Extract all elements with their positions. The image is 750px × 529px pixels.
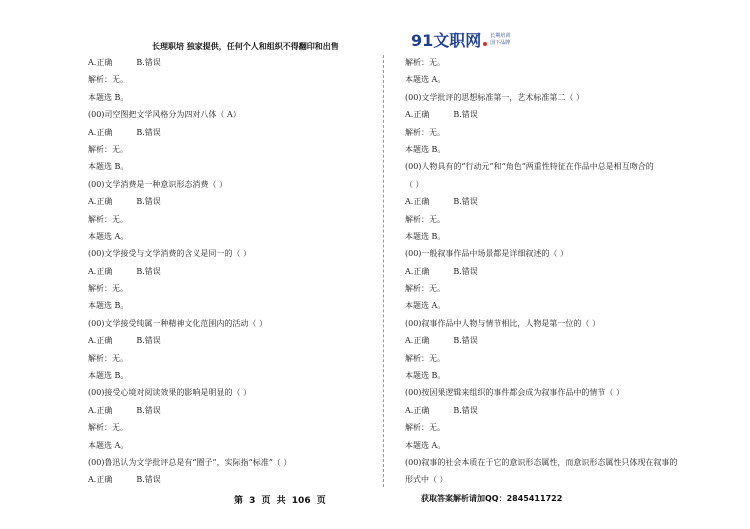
text-line: （ ） (405, 179, 424, 189)
answer-options (405, 106, 705, 123)
text-line: 本题选 A。 (405, 440, 446, 450)
text-line: 本题选 B。 (405, 144, 446, 154)
text-line: 解析：无。 (405, 284, 445, 294)
answer-options (88, 193, 378, 210)
option-a: A.正确 (88, 266, 113, 276)
text-line: (00)文学批评的思想标准第一，艺术标准第二（ ） (405, 92, 584, 102)
text-line: (00)按因果逻辑来组织的事件都会成为叙事作品中的情节（ ） (405, 388, 624, 398)
page-number: 第 3 页 共 106 页 (234, 496, 326, 506)
text-line: 解析：无。 (405, 214, 445, 224)
text-line: 解析：无。 (88, 353, 128, 363)
text-line: 形式中（ ） (405, 475, 448, 485)
header-notice: 长理职培 独家提供，任何个人和组织不得翻印和出售 (152, 42, 339, 51)
text-line: 本题选 B。 (88, 371, 129, 381)
option-a: A.正确 (88, 475, 113, 485)
text-line: 本题选 B。 (405, 371, 446, 381)
answer-options (88, 263, 378, 280)
logo-tagline (490, 33, 510, 47)
option-a: A.正确 (405, 110, 430, 120)
option-b: B.错误 (453, 266, 478, 276)
option-b: B.错误 (453, 110, 478, 120)
text-line: 本题选 A。 (88, 440, 129, 450)
text-line: 本题选 A。 (405, 75, 446, 85)
text-line: (00)一般叙事作品中场景都是详细叙述的（ ） (405, 249, 568, 259)
option-b: B.错误 (453, 197, 478, 207)
logo-wordmark: 91文职网 (411, 31, 482, 50)
text-line: 解析：无。 (405, 127, 445, 137)
option-b: B.错误 (136, 266, 161, 276)
option-a: A.正确 (88, 197, 113, 207)
option-b: B.错误 (453, 336, 478, 346)
text-line: (00)鲁迅认为文学批评总是有“圈子”，实际指“标准”（ ） (88, 457, 292, 467)
text-line: 本题选 B。 (405, 231, 446, 241)
answer-options (405, 332, 705, 349)
option-b: B.错误 (136, 127, 161, 137)
answer-options (88, 332, 378, 349)
option-a: A.正确 (88, 58, 113, 67)
option-a: A.正确 (405, 405, 430, 415)
text-line: 解析：无。 (88, 75, 128, 85)
logo-tagline-line1: 长期培训 (490, 32, 511, 39)
logo-dot-icon (483, 42, 487, 46)
text-line: (00)叙事作品中人物与情节相比，人物是第一位的（ ） (405, 318, 600, 328)
option-b: B.错误 (453, 405, 478, 415)
option-a: A.正确 (88, 127, 113, 137)
text-line: (00)叙事的社会本质在于它的意识形态属性，而意识形态属性只体现在叙事的 (405, 457, 678, 467)
text-line: 解析：无。 (405, 353, 445, 363)
text-line: 解析：无。 (88, 214, 128, 224)
answer-options (405, 402, 705, 419)
text-line: 解析：无。 (88, 423, 128, 433)
option-b: B.错误 (136, 475, 161, 485)
option-a: A.正确 (405, 266, 430, 276)
text-line: 本题选 B。 (88, 301, 129, 311)
column-divider (383, 55, 384, 487)
option-a: A.正确 (88, 405, 113, 415)
text-line: 解析：无。 (405, 58, 445, 67)
option-a: A.正确 (405, 336, 430, 346)
text-line: (00)文学消费是一种意识形态消费（ ） (88, 179, 227, 189)
text-line: 本题选 A。 (405, 301, 446, 311)
text-line: (00)人物具有的“行动元”和“角色”两重性特征在作品中总是相互吻合的 (405, 162, 654, 172)
text-line: (00)文学接受纯属一种精神文化范围内的活动（ ） (88, 318, 267, 328)
footer-contact: 获取答案解析请加QQ：2845411722 (421, 494, 563, 503)
text-line: 解析：无。 (88, 284, 128, 294)
answer-options (88, 471, 378, 488)
text-line: 本题选 A。 (88, 231, 129, 241)
option-b: B.错误 (136, 336, 161, 346)
text-line: 本题选 B。 (88, 162, 129, 172)
right-column (405, 54, 705, 489)
option-a: A.正确 (88, 336, 113, 346)
text-line: 本题选 B。 (88, 92, 129, 102)
answer-options (88, 54, 378, 71)
text-line: (00)文学接受与文学消费的含义是同一的（ ） (88, 249, 251, 259)
option-b: B.错误 (136, 405, 161, 415)
answer-options (405, 193, 705, 210)
option-b: B.错误 (136, 197, 161, 207)
left-column (88, 54, 378, 489)
text-line: 解析：无。 (405, 423, 445, 433)
site-logo (411, 28, 510, 51)
logo-tagline-line2: 国下品牌 (490, 39, 511, 46)
text-line: 解析：无。 (88, 144, 128, 154)
answer-options (405, 263, 705, 280)
answer-options (88, 124, 378, 141)
option-b: B.错误 (136, 58, 161, 67)
option-a: A.正确 (405, 197, 430, 207)
text-line: (00)司空图把文学风格分为四对八体（ A） (88, 110, 241, 120)
text-line: (00)接受心境对阅读效果的影响是明显的（ ） (88, 388, 251, 398)
answer-options (88, 402, 378, 419)
